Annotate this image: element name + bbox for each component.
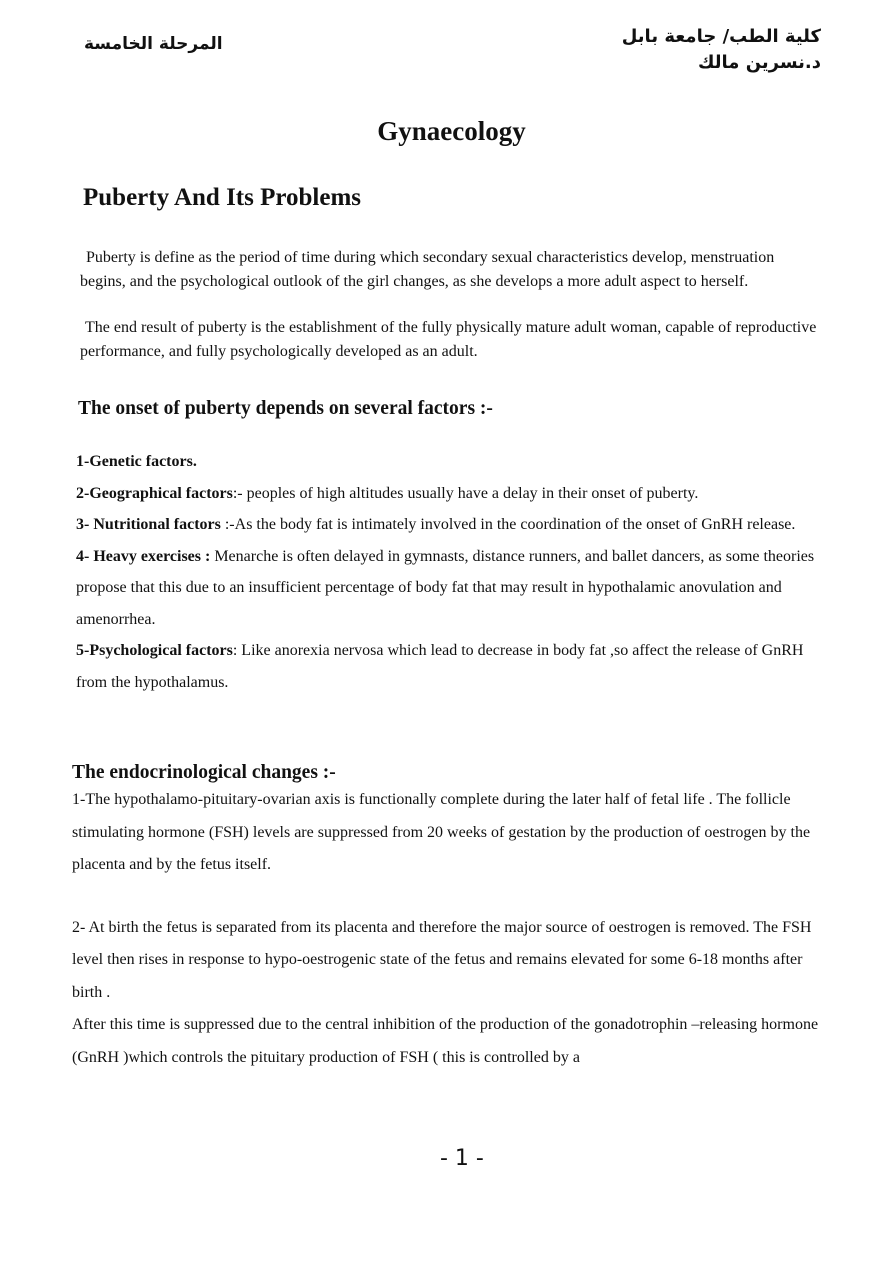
endocrine-section bbox=[72, 784, 822, 1074]
college-header bbox=[581, 24, 821, 76]
factor-label: 2-Geographical factors bbox=[76, 484, 233, 502]
intro-paragraph-2: The end result of puberty is the establishment of the fully physically mature adult woman, capable of reproductive performance, and fully psychologically developed as an adult. bbox=[80, 319, 817, 360]
endocrine-heading: The endocrinological changes :- bbox=[72, 762, 336, 783]
factor-label: 1-Genetic factors. bbox=[76, 453, 197, 470]
list-item bbox=[76, 446, 821, 478]
endocrine-paragraph-1: 1-The hypothalamo-pituitary-ovarian axis is functionally complete during the later half of fetal life . The follicle stimulating hormone (FSH) levels are suppressed from 20 weeks of gestation by the production of oestrogen by the placenta and by the fetus itself. bbox=[72, 791, 811, 873]
factor-text: :- peoples of high altitudes usually have a delay in their onset of puberty. bbox=[232, 484, 699, 502]
endocrine-paragraph-2: 2- At birth the fetus is separated from its placenta and therefore the major source of oestrogen is removed. The FSH level then rises in response to hypo-oestrogenic state of the fetus and remains elevated for some 6-18 months after birth . bbox=[72, 918, 812, 1001]
endocrine-paragraph-3: After this time is suppressed due to the central inhibition of the production of the gonadotrophin –releasing hormone (GnRH )which controls the pituitary production of FSH ( this is controlled by a bbox=[72, 1016, 819, 1066]
factor-label: 5-Psychological factors bbox=[76, 642, 233, 659]
page-number: - 1 - bbox=[440, 1146, 484, 1171]
factor-label: 4- Heavy exercises : bbox=[76, 547, 211, 565]
factor-text: Menarche is often delayed in gymnasts, distance runners, and ballet dancers, as some theories propose that this due to an insufficient percentage of body fat that may result in hypothalamic anovulation and amenorrhea. bbox=[76, 547, 815, 628]
list-item bbox=[76, 509, 821, 541]
author-name: د.نسرين مالك bbox=[698, 52, 821, 73]
factor-text: : Like anorexia nervosa which lead to decrease in body fat ,so affect the release of GnRH from the hypothalamus. bbox=[76, 642, 804, 691]
stage-label: المرحلة الخامسة bbox=[84, 34, 223, 54]
section-title: Puberty And Its Problems bbox=[83, 184, 362, 211]
factor-label: 3- Nutritional factors bbox=[76, 516, 221, 533]
document-title: Gynaecology bbox=[377, 116, 526, 146]
onset-heading: The onset of puberty depends on several factors :- bbox=[78, 398, 493, 419]
college-name: كلية الطب/ جامعة بابل bbox=[621, 26, 821, 47]
list-item bbox=[76, 478, 821, 510]
list-item bbox=[76, 541, 821, 636]
factors-list bbox=[76, 446, 821, 698]
list-item bbox=[76, 635, 821, 698]
factor-text: :-As the body fat is intimately involved in the coordination of the onset of GnRH release. bbox=[220, 516, 796, 533]
intro-paragraph-1: Puberty is define as the period of time during which secondary sexual characteristics develop, menstruation begins, and the psychological outlook of the girl changes, as she develops a more adult aspect to herself. bbox=[80, 249, 775, 290]
